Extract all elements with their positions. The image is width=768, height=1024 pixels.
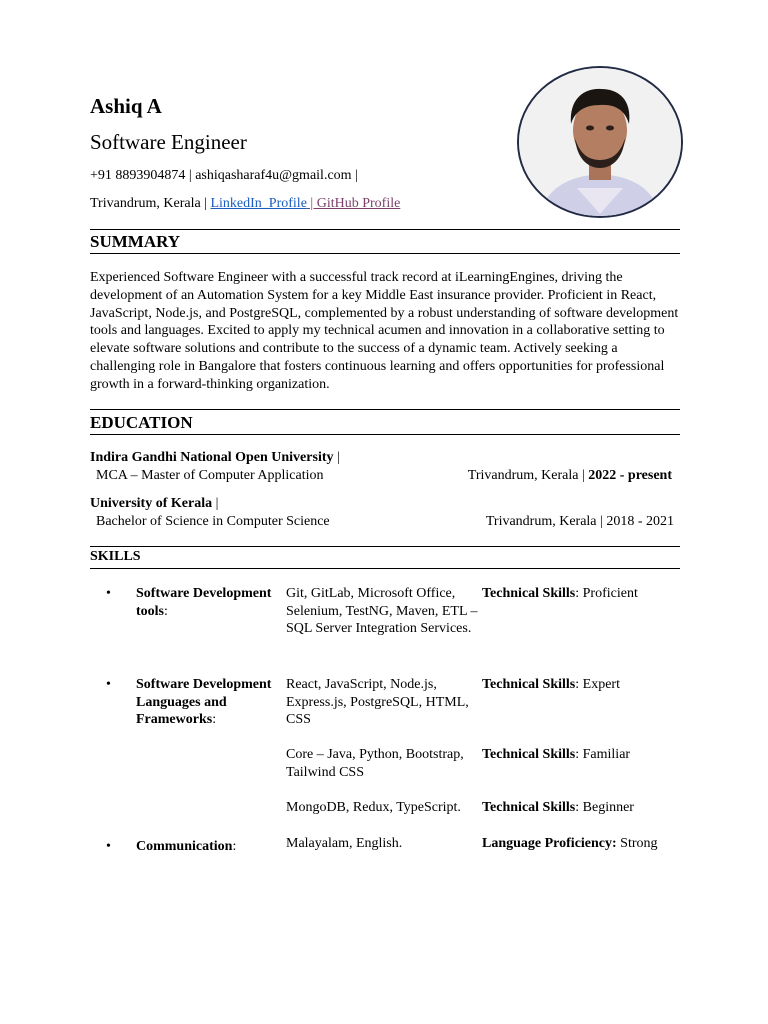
skill-level: Technical Skills: Expert — [482, 677, 620, 692]
profile-photo — [517, 66, 683, 218]
contact-line: +91 8893904874 | ashiqasharaf4u@gmail.com | — [90, 168, 358, 183]
skill-level: Technical Skills: Familiar — [482, 747, 631, 762]
skill-items: MongoDB, Redux, TypeScript. — [286, 800, 461, 815]
education-period: 2022 - present — [588, 468, 672, 483]
skill-label: Software Development tools: — [136, 586, 272, 619]
github-link[interactable]: | GitHub Profile — [306, 196, 401, 211]
education-period: 2018 - 2021 — [606, 514, 674, 529]
skill-label: Communication: — [136, 839, 237, 854]
education-rule-bottom — [90, 434, 680, 435]
skill-level: Language Proficiency: Strong — [482, 836, 658, 851]
candidate-role: Software Engineer — [90, 130, 247, 154]
education-degree: Bachelor of Science in Computer Science — [96, 514, 330, 529]
skills-rule-bottom — [90, 568, 680, 569]
education-title: EDUCATION — [90, 413, 193, 432]
summary-text: Experienced Software Engineer with a successful track record at iLearningEngines, driving the development of an Automation System for a key Middle East insurance provider. Proficient in React, JavaScript, Node.js, and PostgreSQL, complemented by a robust understanding of software development tools and languages. Excited to apply my technical acumen and innovation in a collaborative setting to elevate software solutions and contribute to the success of a dynamic team. Actively seeking a challenging role in Bangalore that fosters continuous learning and offers opportunities for professional growth in a forward-thinking organization. — [90, 270, 679, 392]
education-location: Trivandrum, Kerala | — [485, 514, 607, 529]
education-degree: MCA – Master of Computer Application — [96, 468, 324, 483]
education-separator: | — [333, 450, 340, 465]
candidate-name: Ashiq A — [90, 94, 162, 118]
skills-rule-top — [90, 546, 680, 547]
skill-label: Software Development Languages and Frameworks: — [136, 677, 272, 728]
location-links-line — [90, 196, 400, 212]
linkedin-link[interactable]: LinkedIn_Profile — [210, 196, 307, 211]
skill-items: Core – Java, Python, Bootstrap, Tailwind CSS — [286, 747, 464, 780]
bullet-icon: • — [106, 586, 111, 601]
education-detail-row — [96, 468, 680, 484]
education-location-period — [486, 514, 674, 530]
skill-items: Malayalam, English. — [286, 836, 403, 851]
bullet-icon: • — [106, 677, 111, 692]
skill-level: Technical Skills: Beginner — [482, 800, 634, 815]
education-institution: University of Kerala — [90, 496, 213, 511]
education-location: Trivandrum, Kerala | — [467, 468, 589, 483]
skill-items: React, JavaScript, Node.js, Express.js, PostgreSQL, HTML, CSS — [286, 677, 469, 728]
education-institution: Indira Gandhi National Open University — [90, 450, 334, 465]
education-entry — [90, 450, 680, 483]
skill-level: Technical Skills: Proficient — [482, 586, 638, 601]
profile-photo-avatar-icon — [519, 68, 681, 216]
summary-rule-top — [90, 229, 680, 230]
summary-title: SUMMARY — [90, 232, 181, 251]
education-location-period — [468, 468, 672, 484]
education-rule-top — [90, 409, 680, 410]
bullet-icon: • — [106, 839, 111, 854]
skill-items: Git, GitLab, Microsoft Office, Selenium, TestNG, Maven, ETL – SQL Server Integration Services. — [286, 586, 478, 637]
skills-title: SKILLS — [90, 549, 141, 564]
summary-rule-bottom — [90, 253, 680, 254]
education-entry — [90, 496, 680, 529]
education-detail-row — [96, 514, 680, 530]
location-text: Trivandrum, Kerala | — [90, 196, 211, 211]
education-separator: | — [212, 496, 219, 511]
